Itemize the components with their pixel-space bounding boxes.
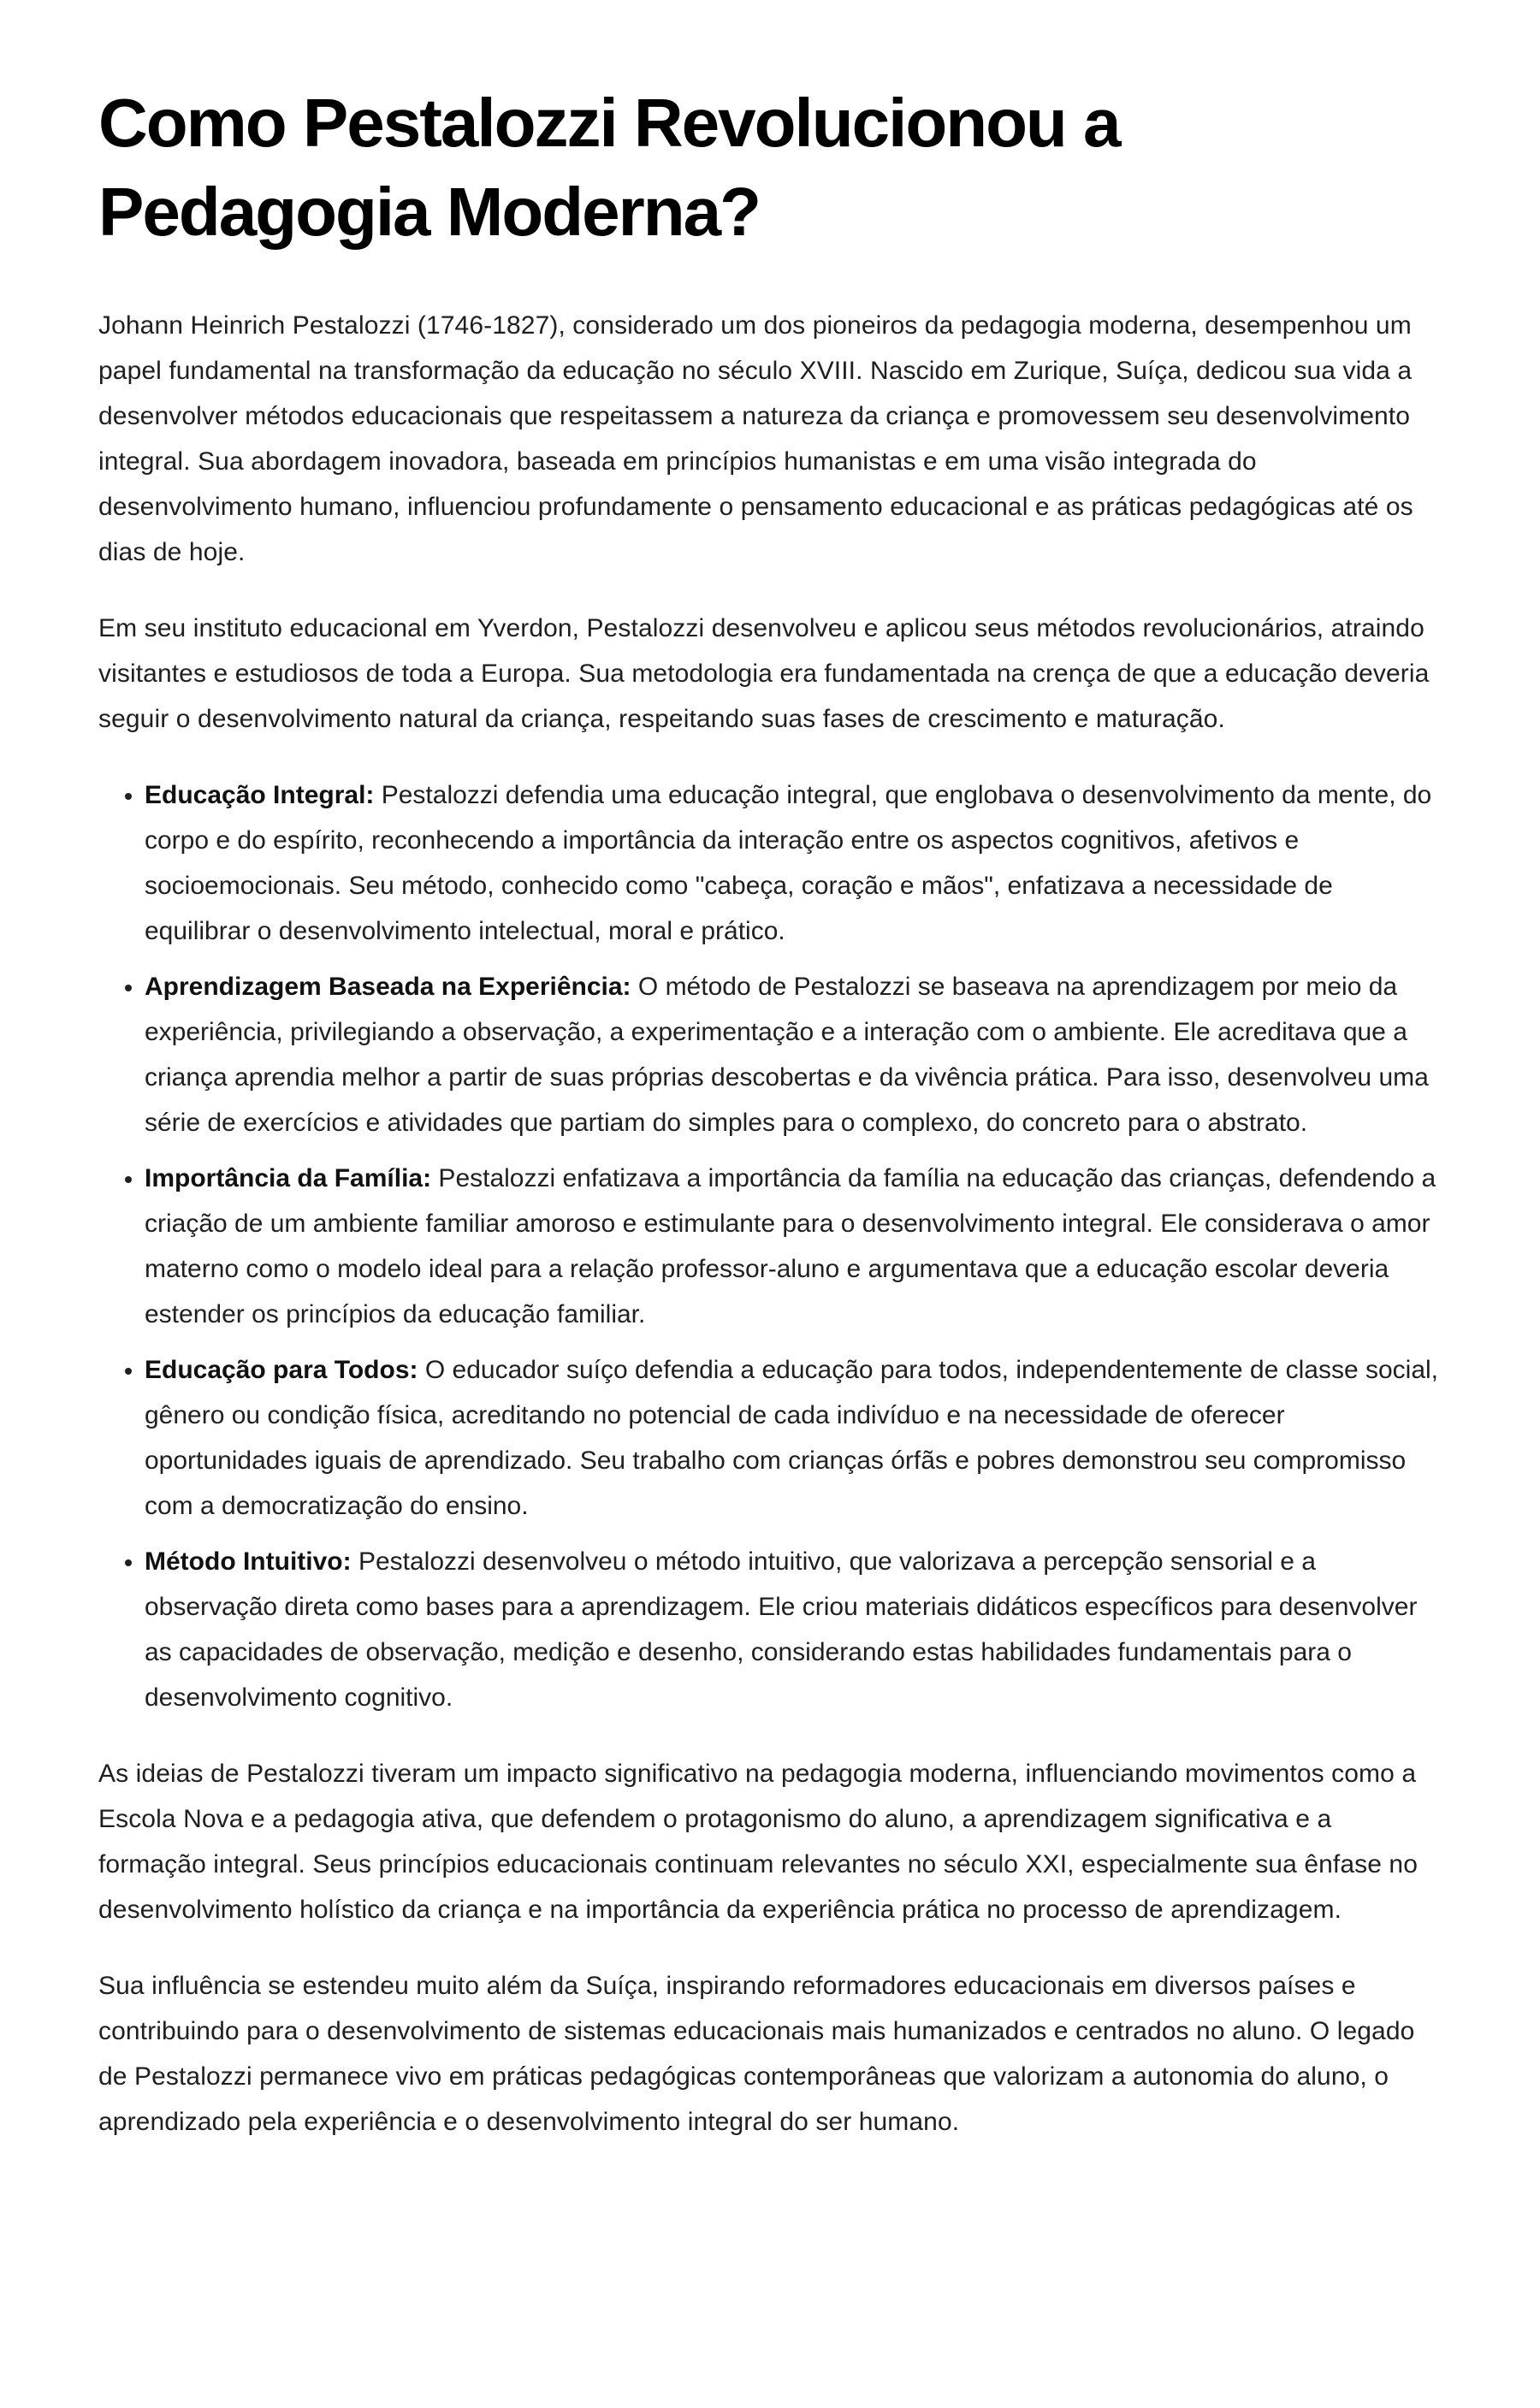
list-item-term: Método Intuitivo: (145, 1547, 352, 1576)
list-item (145, 964, 1442, 1145)
list-item-term: Aprendizagem Baseada na Experiência: (145, 973, 631, 1001)
page-title: Como Pestalozzi Revolucionou a Pedagogia Moderna? (98, 85, 1120, 250)
list-item (145, 1539, 1442, 1720)
list-item-text: O método de Pestalozzi se baseava na aprendizagem por meio da experiência, privilegiando a observação, a experimentação e a interação com o ambiente. Ele acreditava que a criança aprendia melhor a partir de suas próprias descobertas e da vivência prática. Para isso, desenvolveu uma série de exercícios e atividades que partiam do simples para o complexo, do concreto para o abstrato. (145, 973, 1429, 1137)
intro-paragraph: Em seu instituto educacional em Yverdon, Pestalozzi desenvolveu e aplicou seus métodos revolucionários, atraindo visitantes e estudiosos de toda a Europa. Sua metodologia era fundamentada na crença de que a educação deveria seguir o desenvolvimento natural da criança, respeitando suas fases de crescimento e maturação. (98, 614, 1430, 733)
list-item-term: Educação Integral: (145, 781, 375, 809)
intro-paragraph: Johann Heinrich Pestalozzi (1746-1827), considerado um dos pioneiros da pedagogia moderna, desempenhou um papel fundamental na transformação da educação no século XVIII. Nascido em Zurique, Suíça, dedicou sua vida a desenvolver métodos educacionais que respeitassem a natureza da criança e promovessem seu desenvolvimento integral. Sua abordagem inovadora, baseada em princípios humanistas e em uma visão integrada do desenvolvimento humano, influenciou profundamente o pensamento educacional e as práticas pedagógicas até os dias de hoje. (98, 311, 1413, 566)
list-item-text: Pestalozzi desenvolveu o método intuitivo, que valorizava a percepção sensorial e a observação direta como bases para a aprendizagem. Ele criou materiais didáticos específicos para desenvolver as capacidades de observação, medição e desenho, considerando estas habilidades fundamentais para o desenvolvimento cognitivo. (145, 1547, 1418, 1712)
list-item-term: Educação para Todos: (145, 1356, 418, 1384)
list-item-term: Importância da Família: (145, 1164, 432, 1192)
list-item (145, 772, 1442, 954)
list-item-text: Pestalozzi enfatizava a importância da família na educação das crianças, defendendo a criação de um ambiente familiar amoroso e estimulante para o desenvolvimento integral. Ele considerava o amor materno como o modelo ideal para a relação professor-aluno e argumentava que a educação escolar deveria estender os princípios da educação familiar. (145, 1164, 1436, 1328)
list-item (145, 1347, 1442, 1529)
list-item (145, 1156, 1442, 1337)
list-item-text: O educador suíço defendia a educação para todos, independentemente de classe social, gênero ou condição física, acreditando no potencial de cada indivíduo e na necessidade de oferecer oportunidades iguais de aprendizado. Seu trabalho com crianças órfãs e pobres demonstrou seu compromisso com a democratização do ensino. (145, 1356, 1439, 1520)
outro-paragraph: As ideias de Pestalozzi tiveram um impacto significativo na pedagogia moderna, influenciando movimentos como a Escola Nova e a pedagogia ativa, que defendem o protagonismo do aluno, a aprendizagem significativa e a formação integral. Seus princípios educacionais continuam relevantes no século XXI, especialmente sua ênfase no desenvolvimento holístico da criança e na importância da experiência prática no processo de aprendizagem. (98, 1760, 1418, 1924)
list-item-text: Pestalozzi defendia uma educação integral, que englobava o desenvolvimento da mente, do corpo e do espírito, reconhecendo a importância da interação entre os aspectos cognitivos, afetivos e socioemocionais. Seu método, conhecido como "cabeça, coração e mãos", enfatizava a necessidade de equilibrar o desenvolvimento intelectual, moral e prático. (145, 781, 1432, 945)
outro-paragraph: Sua influência se estendeu muito além da Suíça, inspirando reformadores educacionais em diversos países e contribuindo para o desenvolvimento de sistemas educacionais mais humanizados e centrados no aluno. O legado de Pestalozzi permanece vivo em práticas pedagógicas contemporâneas que valorizam a autonomia do aluno, o aprendizado pela experiência e o desenvolvimento integral do ser humano. (98, 1972, 1415, 2136)
principles-list (98, 772, 1442, 1720)
